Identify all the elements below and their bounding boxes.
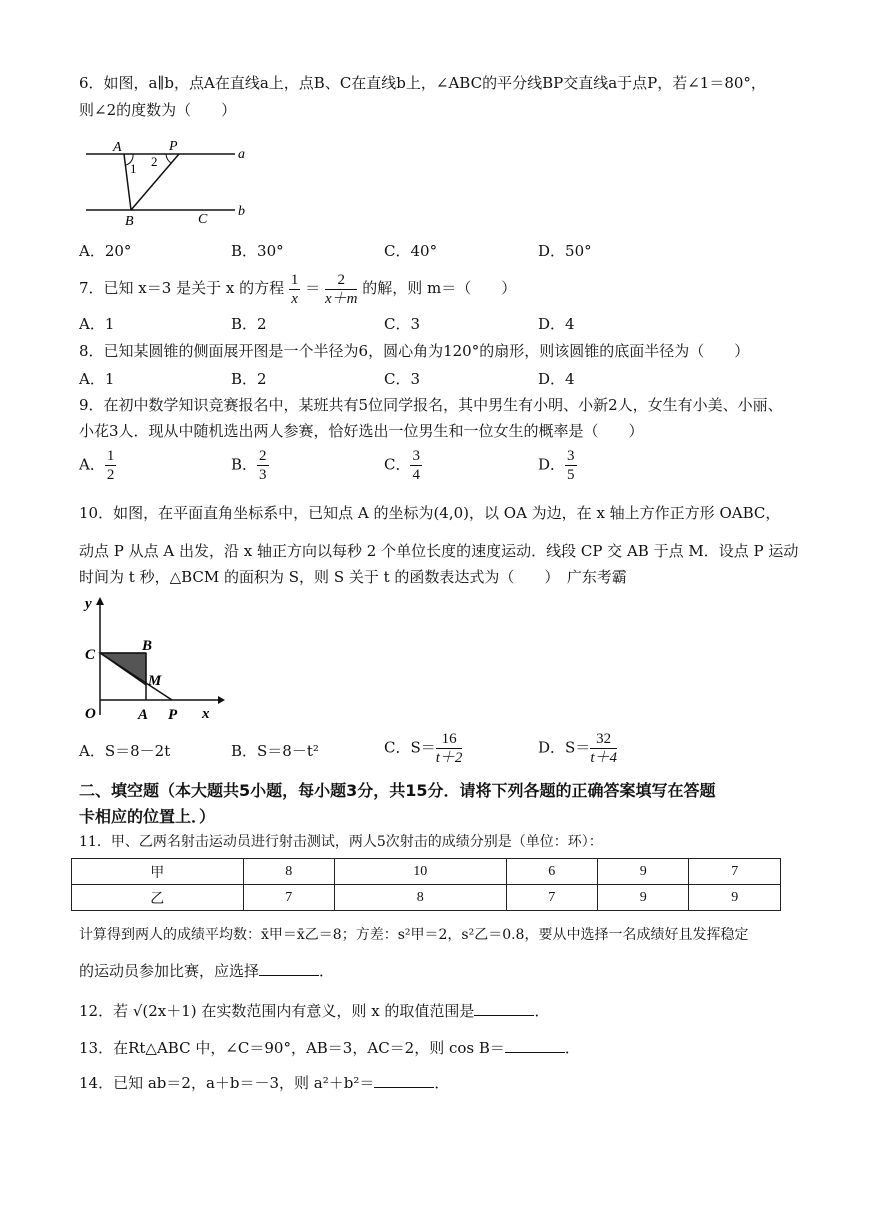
fig10-label-M: M xyxy=(148,673,162,689)
q9-option-c[interactable]: C． $\frac{3}{4}$ xyxy=(384,448,420,483)
q9-line2: 小花3人．现从中随机选出两人参赛，恰好选出一位男生和一位女生的概率是（ ） xyxy=(79,422,644,440)
table-cell: 7 xyxy=(243,885,334,911)
q6-line2: 则∠2的度数为（ ） xyxy=(79,101,237,119)
table-row xyxy=(72,859,781,885)
q7-stem: 7．已知 x＝3 是关于 x 的方程 $\frac{1}{x}$ ＝ $\frac{2}{x+m}$ 的解，则 m＝（ ） xyxy=(79,271,517,307)
fig10-label-x: x xyxy=(202,706,210,722)
table-cell: 7 xyxy=(506,885,597,911)
q6-figure xyxy=(80,135,260,230)
q8-option-d[interactable]: D．4 xyxy=(538,370,575,388)
q11-analysis: 计算得到两人的成绩平均数：x̄甲＝x̄乙＝8；方差：s²甲＝2，s²乙＝0.8，要从中选择一名成绩好且发挥稳定 xyxy=(79,927,749,943)
fig6-label-A: A xyxy=(113,140,122,155)
q11-score-table xyxy=(71,858,781,911)
fig10-label-O: O xyxy=(85,706,96,722)
table-cell: 9 xyxy=(689,885,781,911)
fig10-label-y: y xyxy=(85,596,92,612)
table-cell: 9 xyxy=(598,859,689,885)
fig6-label-P: P xyxy=(169,139,178,154)
section2-heading-line1: 二、填空题（本大题共5小题，每小题3分，共15分．请将下列各题的正确答案填写在答题 xyxy=(79,781,716,800)
fig6-label-1: 1 xyxy=(130,161,137,176)
q8-option-a[interactable]: A．1 xyxy=(79,370,115,388)
table-cell: 9 xyxy=(598,885,689,911)
table-cell: 7 xyxy=(689,859,781,885)
q12-answer-blank[interactable] xyxy=(474,1001,534,1016)
q7-option-d[interactable]: D．4 xyxy=(538,315,575,333)
q6-option-c[interactable]: C．40° xyxy=(384,242,438,260)
q7-option-b[interactable]: B．2 xyxy=(231,315,267,333)
fig6-label-C: C xyxy=(198,212,208,227)
q11-question: 的运动员参加比赛，应选择 ． xyxy=(79,962,335,980)
q10-option-d[interactable]: D．S＝ $\frac{32}{t+4}$ xyxy=(538,731,617,766)
q6-line1: 6．如图，a∥b，点A在直线a上，点B、C在直线b上，∠ABC的平分线BP交直线a于点P，若∠1＝80°， xyxy=(79,74,766,92)
table-cell: 8 xyxy=(243,859,334,885)
fig10-label-C: C xyxy=(85,647,96,663)
fig6-label-2: 2 xyxy=(151,154,158,169)
table-cell: 10 xyxy=(335,859,507,885)
q10-line2: 动点 P 从点 A 出发，沿 x 轴正方向以每秒 2 个单位长度的速度运动．线段 CP 交 AB 于点 M．设点 P 运动 xyxy=(79,542,799,560)
table-cell: 甲 xyxy=(72,859,244,885)
q9-line1: 9．在初中数学知识竞赛报名中，某班共有5位同学报名，其中男生有小明、小新2人，女生有小美、小丽、 xyxy=(79,396,783,414)
q10-option-c[interactable]: C．S＝ $\frac{16}{t+2}$ xyxy=(384,731,463,766)
q7-option-a[interactable]: A．1 xyxy=(79,315,115,333)
section2-heading-line2: 卡相应的位置上．） xyxy=(79,807,216,826)
q6-option-a[interactable]: A．20° xyxy=(79,242,132,260)
q9-option-a[interactable]: A． $\frac{1}{2}$ xyxy=(79,448,115,483)
q10-option-a[interactable]: A．S＝8－2t xyxy=(79,742,171,760)
q12-stem: 12．若 √(2x＋1) 在实数范围内有意义，则 x 的取值范围是 ． xyxy=(79,1002,550,1020)
q7-option-c[interactable]: C．3 xyxy=(384,315,421,333)
table-cell: 乙 xyxy=(72,885,244,911)
q11-stem: 11．甲、乙两名射击运动员进行射击测试，两人5次射击的成绩分别是（单位：环）： xyxy=(79,834,603,850)
q9-option-b[interactable]: B． $\frac{2}{3}$ xyxy=(231,448,267,483)
q11-answer-blank[interactable] xyxy=(259,961,319,976)
fig6-label-b: b xyxy=(238,204,245,219)
fig10-label-P: P xyxy=(168,707,178,723)
q10-line1: 10．如图，在平面直角坐标系中，已知点 A 的坐标为(4,0)，以 OA 为边，在 x 轴上方作正方形 OABC， xyxy=(79,504,781,522)
table-row xyxy=(72,885,781,911)
q6-option-b[interactable]: B．30° xyxy=(231,242,284,260)
q10-figure xyxy=(80,595,225,727)
q13-answer-blank[interactable] xyxy=(505,1038,565,1053)
fig10-label-B: B xyxy=(142,638,153,654)
q10-line3: 时间为 t 秒，△BCM 的面积为 S，则 S 关于 t 的函数表达式为（ ） 广东考霸 xyxy=(79,568,627,586)
table-cell: 6 xyxy=(506,859,597,885)
q10-option-b[interactable]: B．S＝8－t² xyxy=(231,742,319,760)
q8-option-c[interactable]: C．3 xyxy=(384,370,421,388)
table-cell: 8 xyxy=(335,885,507,911)
q8-stem: 8．已知某圆锥的侧面展开图是一个半径为6，圆心角为120°的扇形，则该圆锥的底面半径为（ ） xyxy=(79,342,750,360)
q14-stem: 14．已知 ab＝2，a＋b＝－3，则 a²＋b²＝ ． xyxy=(79,1074,450,1092)
q13-stem: 13．在Rt△ABC 中，∠C＝90°，AB＝3，AC＝2，则 cos B＝ ． xyxy=(79,1039,580,1057)
q9-option-d[interactable]: D． $\frac{3}{5}$ xyxy=(538,448,575,483)
q8-option-b[interactable]: B．2 xyxy=(231,370,267,388)
q14-answer-blank[interactable] xyxy=(374,1073,434,1088)
fig6-label-a: a xyxy=(238,147,245,162)
fig6-label-B: B xyxy=(125,214,134,229)
q6-option-d[interactable]: D．50° xyxy=(538,242,592,260)
fig10-label-A: A xyxy=(138,707,149,723)
